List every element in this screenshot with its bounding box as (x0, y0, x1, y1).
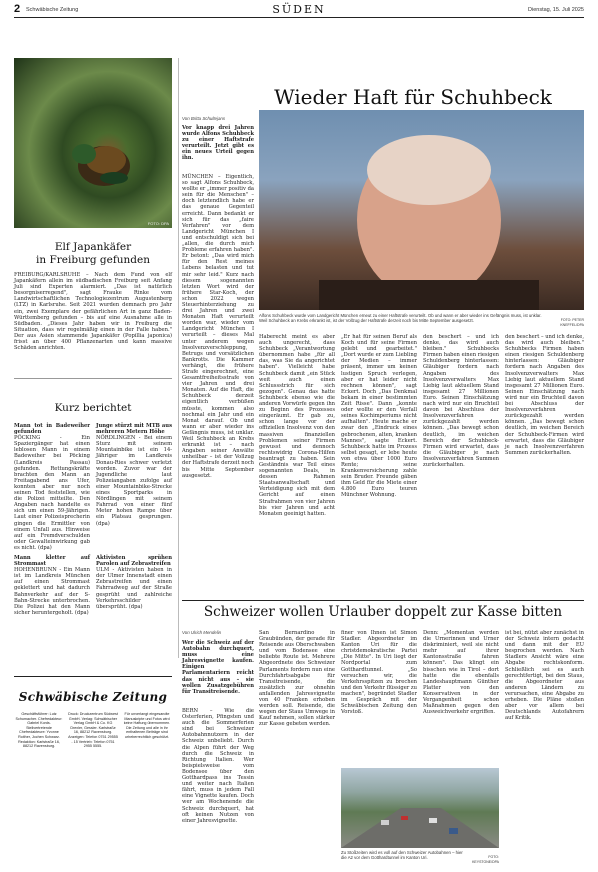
kurz-item3 (14, 555, 90, 672)
japankaefer-headline (14, 241, 172, 267)
kurz-item2 (96, 423, 172, 545)
japankaefer-photo (14, 58, 172, 228)
kurz-item1-head: Mann tot in Badeweiher gefunden (14, 423, 90, 436)
schuhbeck-photo-caption: Alfons Schuhbeck wurde vom Landgericht München erneut zu einer Haftstrafe verurteilt. Ob und wann er aber wieder ins Gefängnis muss, ist unklar. Weil Schuhbeck an Krebs erkrankt ist, ist der Vollzug der Haftstrafe derzeit noch bis Mitte September ausgesetzt. (259, 313, 542, 324)
schuhbeck-photo (259, 110, 584, 310)
schuhbeck-col2: Haberecht meint es aber auch ungerecht, dass Schuhbeck „Verantwortung übernommen habe „für all das, was Sie da angerichtet haben". Vielleicht habe Schuhbeck damit „ein Stück weit auch einen Schlussstrich für sich gezogen". Genau das hatte Schuhbeck ebenso wie die anderen Vorwürfe gegen ihn zu Beginn des Prozesses eingeräumt. Er gab zu, schon lange vor der offiziellen Insolvenz von den massiven finanziellen Problemen seiner Firmen gewusst und dennoch rechtswidrig Corona-Hilfen beantragt zu haben. Sein Geständnis war Teil eines sogenannten Deals, in dessen Rahmen Staatsanwaltschaft und Verteidigung sich mit dem Gericht auf einen Strafrahmen von vier Jahren bis vier Jahren und acht Monaten geeinigt hatten. (259, 334, 335, 517)
impressum-logo: Schwäbische Zeitung (18, 690, 168, 704)
schuhbeck-lead: Vor knapp drei Jahren wurde Alfons Schuhbeck zu einer Haftstrafe verurteilt. Jetzt gibt es ein neues Urteil gegen ihn. (182, 125, 254, 162)
kurz-item1 (14, 423, 90, 551)
urlauber-byline: Von Ulrich Mendelin (182, 630, 222, 635)
urlauber-col1: BERN – Wie die Osterferien, Pfingsten und auch die Sommerferien sind bei Schweizer Autobahnnutzern in der Schweiz unbeliebt. Durch die Alpen führt der Weg durch die Schweiz in Richtung Italien. Wer beispielsweise vom Bodensee über den Gotthardpass ins Tessin und weiter nach Italien fährt, muss in jedem Fall eine Vignette kaufen. Doch wer am Wochenende die Schweiz durchquert, hat oft keinen Nutzen von einer Jahresvignette. (182, 708, 254, 824)
kurz-item3-head: Mann kletter auf Strommast (14, 555, 90, 568)
japankaefer-photo-credit: FOTO: DPA (147, 221, 169, 226)
kurz-item4 (96, 555, 172, 672)
urlauber-lead: Wer die Schweiz auf der Autobahn durchquert, muss eine Jahresvignette kaufen. Einigen Parlamentariern reicht das nicht aus – sie wollen Zusatzgebühren für Transitreisende. (182, 640, 254, 695)
schuhbeck-col1: MÜNCHEN – Eigentlich, so sagt Alfons Schuhbeck, wollte er „immer positiv da sein für die Menschen" – doch letztendlich habe er das genaue Gegenteil erreicht. Dann bedankt er sich für das „faire Verfahren" vor dem Landgericht München I und entschuldigt sich bei „allen, die durch mich Probleme erfahren haben". Er betont: „Das wird mich für den Rest meines Lebens belasten und tut mir sehr leid." Kurz nach diesem sogenannten letzten Wort wird der frühere Star-Koch, der schon 2022 wegen Steuerhinterziehung zu drei Jahren und zwei Monaten Haft verurteilt worden war, wieder vom Landgericht München I verurteilt – dieses Mal unter anderem wegen Insolvenzverschleppung, Betrugs und vorsätzlichen Bankrotts. Die Kammer verhängt, die frühere Strafe eingerechnet, eine Gesamtfreiheitsstrafe von vier Jahren und drei Monaten. Auf die Haft, die Schuhbeck derzeit eigentlich verbüßen müsste, kommen also nochmal ein Jahr und ein Monat darauf. Ob und wann er aber wieder ins Gefängnis muss, ist unklar. Weil Schuhbeck an Krebs erkrankt ist – nach Angaben seiner Anwälte unheilbar – ist der Vollzug der Haftstrafe derzeit noch bis Mitte September ausgesetzt. (182, 174, 254, 479)
urlauber-photo (341, 768, 499, 848)
schuhbeck-col4: den beschert – und ich denke, das wird auch bleiben." Schuhbecks Firmen haben einen riesigen Schuldenberg hinterlassen: Gläubiger fordern nach Angaben des Insolvenzverwalters Max Liebig laut aktuellem Stand insgesamt 27 Millionen Euro. Seinen Einschätzung nach wird nur ein Bruchteil davon bei Abschluss der Insolvenzverfahren zurückgezahlt werden können. „Das bewegt schon deutlich, im weichen Bereich der Schuhbeck-Firmen wird erwartet, dass die Gläubiger je nach Insolvenzverfahren Summen zurückerhalten. (423, 334, 499, 468)
kurz-item3-body: HOHENBRUNN - Ein Mann ist im Landkreis München auf einen Strommast geklettert und hat dadurch Bahnverkehr auf der S-Bahn-Strecke unterbrochen. Die Polizei hat den Mann sicher heruntergeholt. (dpa) (14, 567, 90, 616)
schuhbeck-photo-credit: FOTO: PETER KNEFFEL/DPA (560, 318, 584, 328)
kurz-berichtet-title: Kurz berichtet (54, 402, 132, 414)
urlauber-col4: Denn: „Momentan werden die Urnerinnen und Urner diskriminiert, weil sie nicht mehr auf ihrer Kantonsstraße fahren können". Das klingt ein bisschen wie in Tirol – dort hatte die ebenfalls Landeshauptmann Günther Platter von den Konservativen in der Vergangenheit schon Maßnahmen gegen den Ausweichverkehr ergriffen. (423, 630, 499, 716)
kurz-item2-head: Junge stürzt mit MTB aus mehreren Metern Höhe (96, 423, 172, 436)
impressum-col2: Druck: Druckzentrum Südwest GmbH. Verlag: Schwäbischer Verlag GmbH & Co. KG Drexler, Gessler. Karlstraße 16, 88212 Ravensburg. Anzeigen: Telefon 0751 29555 - 15 Vertrieb: Telefon 0751 2955 5555. (68, 712, 118, 749)
urlauber-col3: finer von Ihnen ist Simon Stadler. Abgeordneter im Kanton Uri für die christdemokratische Partei „Die Mitte". In Uri liegt der Nordportal zum Gotthardtunnel. „So versuchen wir, die Verkehrsspitzen zu brechen und den Verkehr flüssiger zu machen", begründet Stadler im Gespräch mit der Schwäbischen Zeitung den Vorstoß. (341, 630, 417, 716)
kurz-separator-top (14, 378, 172, 379)
urlauber-headline: Schweizer wollen Urlauber doppelt zur Kasse bitten (203, 604, 563, 620)
impressum-col3: Für unverlangt eingesandte Manuskripte und Fotos wird keine Haftung übernommen. Die Zeitung und alle in ihr enthaltenen Beiträge sind urheberrechtlich geschützt. (123, 712, 171, 739)
urlauber-photo-caption: Zu Stoßzeiten wird es voll auf den Schweizer Autobahnen – hier die A2 vor dem Gotthardtunnel im Kanton Uri. (341, 850, 463, 861)
impressum-col1: Geschäftsführer: Lutz Schumacher. Chefredakteur: Gabriel Kords. Stellvertretende Chefredakteure: Yvonne Roither, Jochen Schwarz. Redaktion: Karlstraße 16, 88212 Ravensburg. (15, 712, 63, 749)
urlauber-photo-credit: FOTO: KEYSTONE/DPA (472, 855, 499, 865)
schuhbeck-col5: den beschert – und ich denke, das wird auch bleiben." Schuhbecks Firmen haben einen riesigen Schuldenberg hinterlassen: Gläubiger fordern nach Angaben des Insolvenzverwalters Max Liebig laut aktuellem Stand insgesamt 27 Millionen Euro. Seinen Einschätzung nach wird nur ein Bruchteil davon bei Abschluss der Insolvenzverfahren zurückgezahlt werden können. „Das bewegt schon deutlich, im weichen Bereich der Schuhbeck-Firmen wird erwartet, dass die Gläubiger je nach Insolvenzverfahren Summen zurückerhalten. (505, 334, 585, 456)
kurz-item1-body: PÖCKING - Ein Spaziergänger hat einen leblosen Mann in einem Badeweiher bei Pöcking (Landkreis Passau) gefunden. Rettungskräfte brachten den Mann an Freitagabend ans Ufer, konnten aber nur noch seinen Tod feststellen, wie die Polizei mitteilte. Den Angaben nach handelte es sich um einen 59-Jährigen. Laut einer Polizeisprecherin gingen die Ermittler von einem Unfall aus. Hinweise auf ein Fremdverschulden oder Gewalteinwirkung gab es nicht. (dpa) (14, 435, 90, 551)
japankaefer-headline-line2: in Freiburg gefunden (36, 254, 150, 266)
issue-date: Dienstag, 15. Juli 2025 (528, 7, 584, 13)
highway-icon (341, 768, 499, 848)
page-number: 2 (14, 3, 21, 15)
beetle-icon (14, 58, 172, 228)
section-title: SÜDEN (272, 3, 326, 16)
header-rule (14, 17, 584, 18)
portrait-icon (259, 110, 584, 310)
kurz-item4-head: Aktivisten sprühen Parolen auf Zebrastreifen (96, 555, 172, 568)
schuhbeck-col3: „Er hat für seinen Beruf als Koch und für seine Firmen gelebt und gearbeitet." „Dort wurde er zum Liebling der Medien – immer präsent, immer um keinen lustigen Spruch verlegen, aber er hat leider nicht rechnen können", sagt Eckert. Doch „Das Denkmal bekam in einer bestimmten Zeit Risse". Dann „konnte oder wollte er den Verfall seines Kochimperiums nicht aufhalten". Heute mache er zwar den „Eindruck eines gebrochenen, alten, kranken Mannes", sagte Eckert. Schuhbeck hatte im Prozess selbst gesagt, er lebe heute von etwa über 1000 Euro Rente; seine Krankenversicherung zahle sein Bruder. Freunde gäben ihm Geld für die Miete einer 4.800 Euro teuren Münchner Wohnung. (341, 334, 417, 499)
schuhbeck-byline: Von Britta Schultejans (182, 116, 226, 121)
urlauber-col2: San Bernardino in Graubünden, der gerade für Reisende aus Oberschwaben und vom Bodensee eine beliebte Route ist. Mehrere Abgeordnete des Schweizer Parlaments fordern nun eine Durchfahrtsabgabe für Transitreisende, die zusätzlich zur ohnehin anfallenden Jahresvignette von 40 Franken erhoben werden soll. Reisende, die wegen der Staus Umwege in Kauf nehmen, sollen stärker zur Kasse gebeten werden. (259, 630, 335, 728)
japankaefer-body: FREIBURG/KARLSRUHE – Nach dem Fund von elf Japankäfern allein im südbadischen Freiburg seit Anfang Juli sind Experten alarmiert. „Das ist natürlich besorgniserregend", sagt Frauke Rinke vom Landwirtschaftlichen Technologiezentrum Augustenberg (LTZ) in Karlsruhe. Seit 2021 wurden demnach pro Jahr ein, zwei Exemplare der gefährlichen Art in ganz Baden-Württemberg gefunden – bis auf eine Ausnahme alle in Südbaden. „Dieses Jahr haben wir in Freiburg die Situation, dass wir regelmäßig einen in der Falle haben." Der aus Asien stammende Japankäfer (Popillia japonica) frisst an über 400 Pflanzenarten und kann massive Schäden anrichten. (14, 272, 172, 352)
kurz-item4-body: ULM - Aktivisten haben in der Ulmer Innenstadt einen Zebrastreifen und einen Fahrradweg auf der Straße gesprüht und zahlreiche Verkehrsschilder übersprüht. (dpa) (96, 567, 172, 610)
left-column-divider (178, 58, 179, 658)
kurz-item2-body: NÖRDLINGEN - Bei einem Sturz mit seinem Mountainbike ist ein 14-Jähriger im Landkreis Donau-Ries schwer verletzt worden. Zuvor war der Jugendliche laut Polizeiangaben zufolge auf einer Mountainbike-Strecke eines Sportparks in Nördlingen mit seinem Fahrrad von einer fünf Meter hohen Rampe über ein Plateau gesprungen. (dpa) (96, 435, 172, 527)
impressum-separator (14, 676, 172, 677)
schuhbeck-headline: Wieder Haft für Schuhbeck (274, 85, 552, 109)
urlauber-separator (182, 600, 584, 601)
japankaefer-headline-line1: Elf Japankäfer (54, 241, 132, 253)
paper-name: Schwäbische Zeitung (26, 7, 79, 13)
urlauber-col5: ist bei, nützt aber zunächst in der Schweiz intern gedacht und dann mit der EU besprochen werden. Nach Stadlers Ansicht wäre eine Abgabe rechtskonform. Schließlich sei es auch gerechtfertigt, bei den Staus, die Abgeordneter aus anderen Ländern zu verursachen, eine Abgabe zu erheben. Die Pläne stoßen aber vor allem bei Deutschlands Autofahrern auf Kritik. (505, 630, 584, 722)
